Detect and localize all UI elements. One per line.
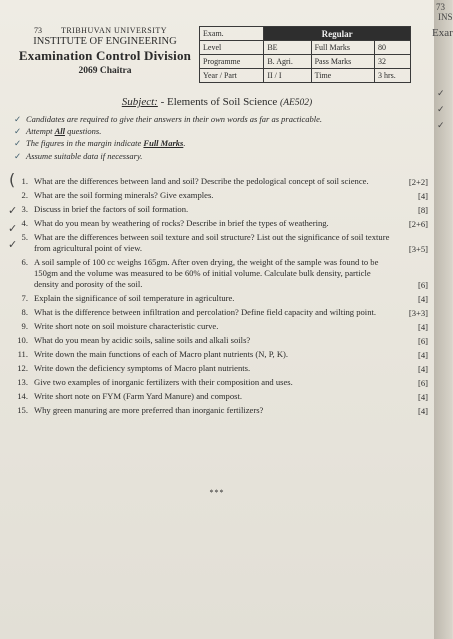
question-text: What are the differences between land and soil? Describe the pedological concept of soil science. — [34, 176, 369, 186]
instruction-item: ✓ Assume suitable data if necessary. — [14, 150, 143, 161]
question-number: 12. — [17, 363, 28, 373]
question-item — [8, 232, 432, 254]
question-marks: [2+6] — [408, 219, 428, 229]
question-item — [8, 321, 432, 332]
full-marks-value: 80 — [375, 41, 411, 55]
edge-code: 73 — [436, 2, 445, 12]
check-mark-icon: ✓ — [14, 126, 22, 137]
programme-label: Programme — [200, 55, 264, 69]
question-item — [8, 257, 432, 290]
full-marks-label: Full Marks — [311, 41, 374, 55]
question-marks: [6] — [417, 336, 428, 346]
question-item — [8, 391, 432, 402]
check-mark-icon: ✓ — [14, 138, 22, 149]
question-text: A soil sample of 100 cc weighs 165gm. After oven drying, the weight of the sample was found to be 150gm and the volume was measured to be 60% of initial volume. Calculate bulk density, particle density and porosity of the soil. — [34, 257, 379, 289]
question-item — [8, 377, 432, 388]
question-number: 1. — [21, 176, 28, 186]
paper-code: 73 — [34, 26, 42, 35]
question-marks: [3+3] — [408, 308, 428, 318]
question-marks: [4] — [417, 294, 428, 304]
question-text: What are the soil forming minerals? Give examples. — [34, 190, 214, 200]
question-text: What are the differences between soil texture and soil structure? List out the significance of soil texture from agricultural point of view. — [34, 232, 390, 253]
question-text: Write short note on soil moisture characteristic curve. — [34, 321, 219, 331]
instruction-item: ✓ Candidates are required to give their answers in their own words as far as practicable. — [14, 114, 322, 124]
level-label: Level — [200, 41, 264, 55]
university-name: TRIBHUVAN UNIVERSITY — [60, 26, 168, 35]
pen-check-mark-icon: ✓ — [8, 222, 18, 235]
question-text: Write down the main functions of each of Macro plant nutrients (N, P, K). — [34, 349, 289, 359]
pen-check-mark-icon: ✓ — [8, 238, 18, 251]
question-text: Write down the deficiency symptoms of Macro plant nutrients. — [34, 363, 251, 373]
question-text: Write short note on FYM (Farm Yard Manure) and compost. — [34, 391, 243, 401]
institute-name: INSTITUTE OF ENGINEERING — [33, 36, 177, 47]
question-number: 5. — [21, 232, 28, 242]
question-item — [8, 204, 432, 215]
question-marks: [6] — [417, 280, 428, 290]
exam-year: 2069 Chaitra — [78, 66, 132, 76]
pen-check-mark-icon: ✓ — [8, 204, 18, 217]
question-number: 7. — [21, 293, 28, 303]
question-item — [8, 405, 432, 416]
question-item — [8, 293, 432, 304]
edge-ins: INS — [438, 12, 453, 22]
question-item — [8, 190, 432, 201]
question-marks: [4] — [417, 364, 428, 374]
subject-code: (AE502) — [280, 98, 313, 108]
check-mark-icon: ✓ — [14, 150, 22, 161]
instruction-item: ✓ Attempt All questions. — [14, 126, 102, 137]
subject-label: Subject: — [121, 96, 158, 108]
next-page-edge — [434, 0, 452, 639]
pass-marks-value: 32 — [375, 55, 411, 69]
pen-check-mark-icon: ✓ — [437, 88, 445, 98]
question-marks: [8] — [417, 205, 428, 215]
question-marks: [2+2] — [408, 177, 428, 187]
time-value: 3 hrs. — [375, 69, 411, 83]
instructions-list — [14, 113, 322, 162]
question-number: 2. — [21, 190, 28, 200]
question-number: 8. — [21, 307, 28, 317]
exam-info-table — [199, 26, 411, 83]
question-text: What do you mean by weathering of rocks? Describe in brief the types of weathering. — [34, 218, 329, 228]
question-marks: [4] — [417, 406, 428, 416]
question-marks: [4] — [417, 350, 428, 360]
question-text: What is the difference between infiltration and percolation? Define field capacity and wilting point. — [34, 307, 377, 317]
question-item — [8, 218, 432, 229]
subject-line — [0, 96, 434, 108]
pen-check-mark-icon: ✓ — [437, 104, 445, 114]
question-marks: [3+5] — [408, 244, 428, 254]
year-part-label: Year / Part — [200, 69, 264, 83]
exam-value: Regular — [264, 27, 411, 41]
question-item — [8, 335, 432, 346]
exam-label: Exam. — [200, 27, 264, 41]
question-number: 15. — [17, 405, 28, 415]
level-value: BE — [264, 41, 311, 55]
question-marks: [4] — [417, 322, 428, 332]
question-marks: [4] — [417, 392, 428, 402]
pass-marks-label: Pass Marks — [311, 55, 374, 69]
question-text: Why green manuring are more preferred than inorganic fertilizers? — [34, 405, 264, 415]
question-number: 10. — [17, 335, 28, 345]
time-label: Time — [311, 69, 374, 83]
question-text: Give two examples of inorganic fertilizers with their composition and uses. — [34, 377, 293, 387]
pen-circle-mark-icon: ( — [9, 170, 16, 189]
subject-title: - Elements of Soil Science — [160, 96, 278, 108]
programme-value: B. Agri. — [264, 55, 311, 69]
edge-exam: Exar — [432, 27, 453, 39]
year-part-value: II / I — [264, 69, 311, 83]
question-item — [8, 176, 432, 187]
question-text: What do you mean by acidic soils, saline soils and alkali soils? — [34, 335, 251, 345]
question-list — [8, 176, 432, 419]
division-name: Examination Control Division — [18, 48, 192, 63]
instruction-item: ✓ The figures in the margin indicate Full Marks. — [14, 138, 186, 149]
check-mark-icon: ✓ — [14, 114, 22, 124]
question-text: Explain the significance of soil temperature in agriculture. — [34, 293, 235, 303]
question-number: 13. — [17, 377, 28, 387]
question-number: 11. — [17, 349, 28, 359]
question-number: 14. — [17, 391, 28, 401]
question-item — [8, 307, 432, 318]
question-number: 6. — [21, 257, 28, 267]
question-marks: [4] — [417, 191, 428, 201]
question-marks: [6] — [417, 378, 428, 388]
question-number: 4. — [21, 218, 28, 228]
question-number: 3. — [21, 204, 28, 214]
question-item — [8, 349, 432, 360]
question-text: Discuss in brief the factors of soil formation. — [34, 204, 189, 214]
question-number: 9. — [21, 321, 28, 331]
end-marker: *** — [209, 488, 225, 497]
pen-check-mark-icon: ✓ — [437, 120, 445, 130]
question-item — [8, 363, 432, 374]
